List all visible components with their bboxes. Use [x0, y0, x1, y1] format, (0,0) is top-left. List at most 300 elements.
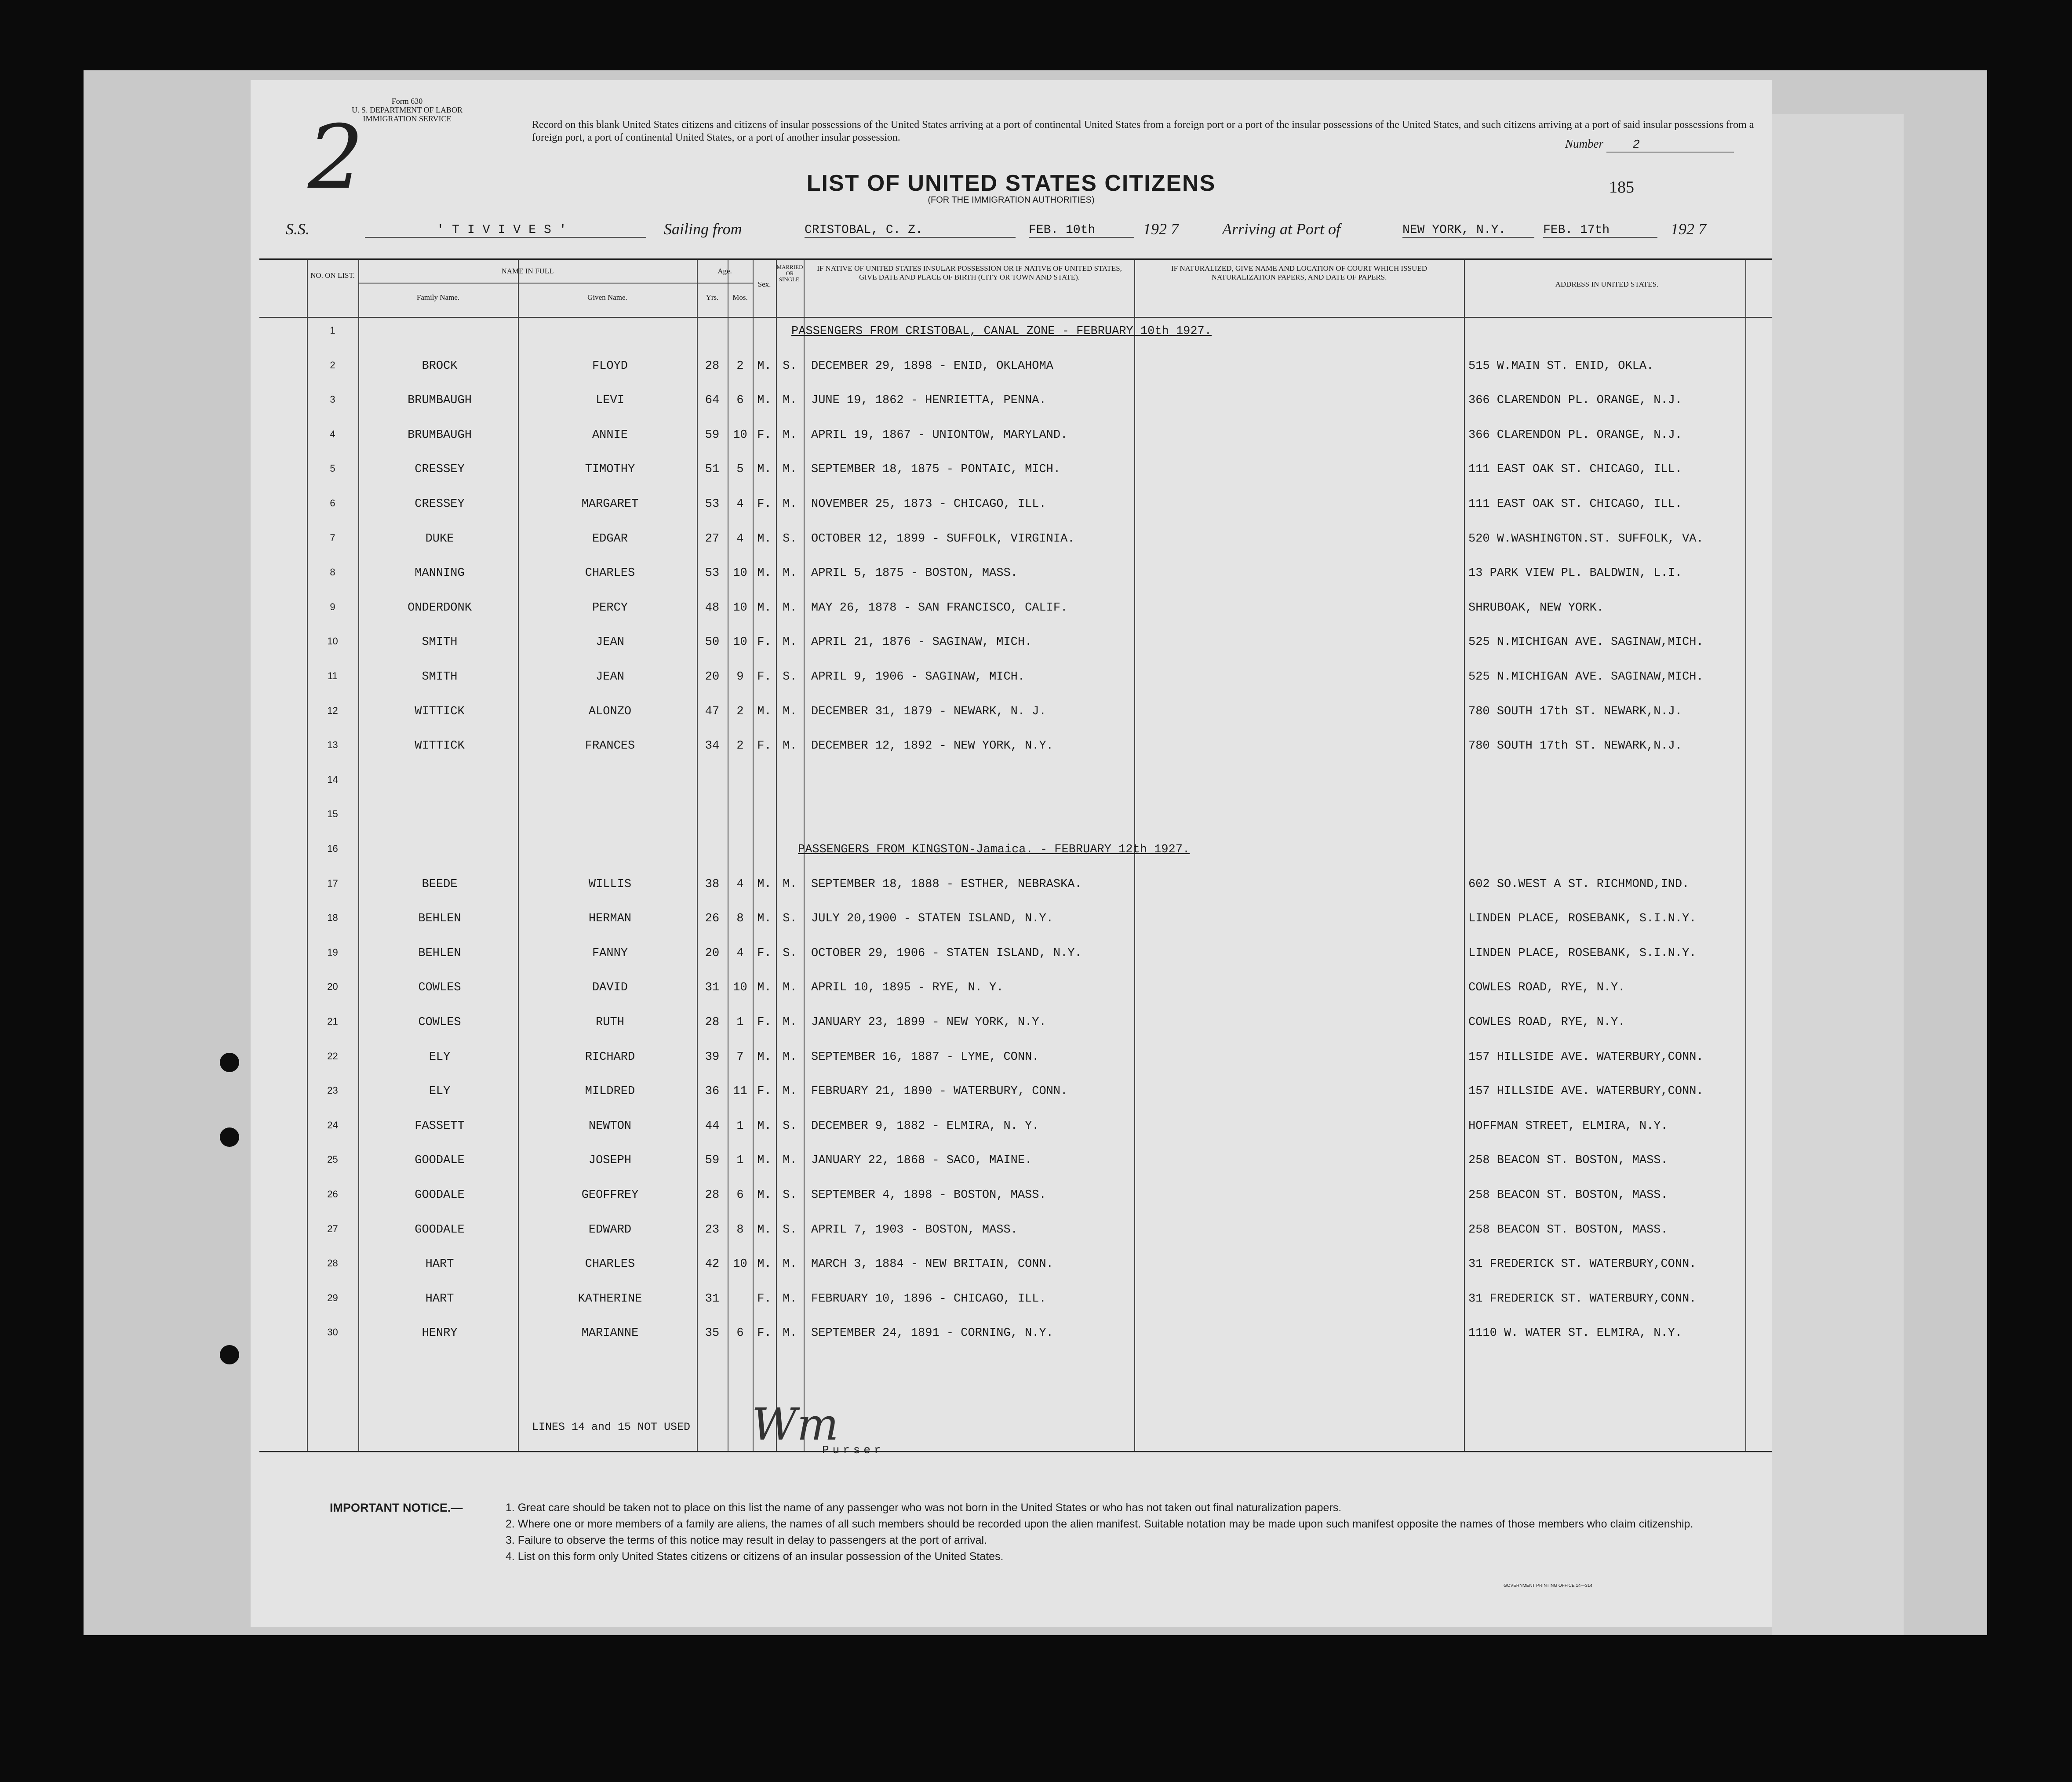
- marital-status: S.: [783, 1223, 797, 1236]
- sex: M.: [757, 1223, 772, 1236]
- us-address: 366 CLARENDON PL. ORANGE, N.J.: [1468, 428, 1682, 442]
- family-name: HART: [425, 1292, 454, 1306]
- birth-date-place: APRIL 7, 1903 - BOSTON, MASS.: [811, 1223, 1018, 1236]
- given-name: EDWARD: [588, 1223, 632, 1236]
- family-name: GOODALE: [415, 1154, 465, 1167]
- marital-status: M.: [783, 636, 797, 649]
- age-months: 2: [736, 359, 744, 373]
- birth-date-place: JANUARY 22, 1868 - SACO, MAINE.: [811, 1154, 1032, 1167]
- family-name: BEEDE: [422, 877, 458, 891]
- purser-label: Purser: [822, 1444, 885, 1457]
- family-name: BEHLEN: [418, 912, 461, 926]
- given-name: FLOYD: [592, 359, 628, 373]
- row-number: 12: [327, 705, 338, 716]
- given-name: KATHERINE: [578, 1292, 642, 1306]
- header-family-name: Family Name.: [416, 293, 460, 302]
- birth-date-place: SEPTEMBER 18, 1888 - ESTHER, NEBRASKA.: [811, 877, 1082, 891]
- us-address: SHRUBOAK, NEW YORK.: [1468, 601, 1604, 615]
- sex: M.: [757, 463, 772, 476]
- age-years: 59: [705, 428, 720, 442]
- birth-date-place: APRIL 10, 1895 - RYE, N. Y.: [811, 981, 1004, 995]
- arrival-port: NEW YORK, N.Y.: [1402, 223, 1534, 238]
- marital-status: S.: [783, 670, 797, 684]
- age-months: 4: [736, 946, 744, 960]
- us-address: 111 EAST OAK ST. CHICAGO, ILL.: [1468, 463, 1682, 476]
- birth-date-place: MAY 26, 1878 - SAN FRANCISCO, CALIF.: [811, 601, 1068, 615]
- row-number: 29: [327, 1292, 338, 1303]
- table-row: [259, 1146, 1772, 1179]
- punch-hole: [220, 1345, 239, 1364]
- age-months: 5: [736, 463, 744, 476]
- birth-date-place: APRIL 19, 1867 - UNIONTOW, MARYLAND.: [811, 428, 1068, 442]
- age-months: 10: [733, 981, 747, 995]
- age-months: 1: [736, 1154, 744, 1167]
- age-years: 48: [705, 601, 720, 615]
- age-months: 6: [736, 1189, 744, 1202]
- age-years: 28: [705, 359, 720, 373]
- arriving-label: Arriving at Port of: [1222, 220, 1340, 238]
- family-name: MANNING: [415, 567, 465, 580]
- age-months: 10: [733, 636, 747, 649]
- table-row: [259, 697, 1772, 731]
- marital-status: M.: [783, 463, 797, 476]
- birth-date-place: APRIL 9, 1906 - SAGINAW, MICH.: [811, 670, 1025, 684]
- row-number: 9: [330, 601, 335, 612]
- table-row: [259, 662, 1772, 696]
- sex: F.: [757, 498, 772, 511]
- list-number: [1565, 137, 1734, 153]
- departure-port: CRISTOBAL, C. Z.: [805, 223, 1016, 238]
- sex: M.: [757, 1189, 772, 1202]
- departure-year: 192 7: [1143, 220, 1179, 238]
- header-age: Age.: [717, 267, 732, 275]
- sex: M.: [757, 532, 772, 546]
- table-row: [259, 939, 1772, 972]
- given-name: TIMOTHY: [585, 463, 635, 476]
- row-number: 30: [327, 1327, 338, 1338]
- row-number: 28: [327, 1258, 338, 1269]
- table-row: [259, 386, 1772, 419]
- marital-status: M.: [783, 705, 797, 718]
- instructions-text: Record on this blank United States citizens and citizens of insular possessions of the United States arriving at a port of continental United States from a foreign port or a port of the insular possessions of the United States, and such citizens arriving at a port of said insular possessions from a foreign port, a port of continental United States, or a port of another insular possession.: [532, 119, 1754, 143]
- age-years: 31: [705, 981, 720, 995]
- table-row: [259, 593, 1772, 627]
- family-name: CRESSEY: [415, 498, 465, 511]
- row-number: 27: [327, 1223, 338, 1234]
- table-row: [259, 1284, 1772, 1318]
- marital-status: M.: [783, 498, 797, 511]
- age-years: 53: [705, 567, 720, 580]
- birth-date-place: DECEMBER 12, 1892 - NEW YORK, N.Y.: [811, 739, 1053, 753]
- given-name: JEAN: [596, 670, 624, 684]
- table-row: [259, 870, 1772, 903]
- sex: M.: [757, 877, 772, 891]
- family-name: WITTICK: [415, 705, 465, 718]
- given-name: WILLIS: [588, 877, 632, 891]
- us-address: HOFFMAN STREET, ELMIRA, N.Y.: [1468, 1119, 1668, 1133]
- table-row: [259, 1319, 1772, 1352]
- marital-status: M.: [783, 877, 797, 891]
- sex: F.: [757, 670, 772, 684]
- table-row: [259, 973, 1772, 1007]
- birth-date-place: NOVEMBER 25, 1873 - CHICAGO, ILL.: [811, 498, 1046, 511]
- number-label: Number: [1565, 137, 1603, 150]
- given-name: CHARLES: [585, 567, 635, 580]
- notice-item: 3. Failure to observe the terms of this notice may result in delay to passengers at the port of arrival.: [506, 1534, 987, 1546]
- table-row: [259, 421, 1772, 454]
- given-name: MARGARET: [581, 498, 639, 511]
- printer-mark: GOVERNMENT PRINTING OFFICE 14—314: [1504, 1583, 1593, 1588]
- age-months: 10: [733, 428, 747, 442]
- sex: M.: [757, 912, 772, 926]
- age-months: 7: [736, 1050, 744, 1064]
- birth-date-place: SEPTEMBER 4, 1898 - BOSTON, MASS.: [811, 1189, 1046, 1202]
- page-subtitle: (FOR THE IMMIGRATION AUTHORITIES): [928, 195, 1095, 205]
- age-years: 44: [705, 1119, 720, 1133]
- given-name: HERMAN: [588, 912, 632, 926]
- underlying-sheet: [1772, 114, 1904, 1635]
- departure-date: FEB. 10th: [1029, 223, 1134, 238]
- sex: M.: [757, 1258, 772, 1271]
- page-number: 185: [1609, 178, 1634, 196]
- given-name: MILDRED: [585, 1085, 635, 1098]
- page-title: LIST OF UNITED STATES CITIZENS: [806, 171, 1216, 196]
- punch-hole: [220, 1053, 239, 1072]
- marital-status: S.: [783, 1119, 797, 1133]
- age-years: 27: [705, 532, 720, 546]
- birth-date-place: JANUARY 23, 1899 - NEW YORK, N.Y.: [811, 1016, 1046, 1029]
- manifest-page: [251, 80, 1772, 1627]
- given-name: NEWTON: [588, 1119, 632, 1133]
- table-row: [259, 1112, 1772, 1145]
- arrival-date: FEB. 17th: [1543, 223, 1657, 238]
- us-address: 366 CLARENDON PL. ORANGE, N.J.: [1468, 394, 1682, 407]
- table-row: [259, 1043, 1772, 1076]
- marital-status: M.: [783, 1085, 797, 1098]
- sex: F.: [757, 428, 772, 442]
- birth-date-place: JULY 20,1900 - STATEN ISLAND, N.Y.: [811, 912, 1053, 926]
- birth-date-place: DECEMBER 29, 1898 - ENID, OKLAHOMA: [811, 359, 1053, 373]
- table-row: [259, 766, 1772, 800]
- given-name: RICHARD: [585, 1050, 635, 1064]
- ship-name: 'TIVIVES': [365, 223, 646, 238]
- age-months: 9: [736, 670, 744, 684]
- table-row: [259, 1008, 1772, 1041]
- us-address: LINDEN PLACE, ROSEBANK, S.I.N.Y.: [1468, 946, 1697, 960]
- age-years: 23: [705, 1223, 720, 1236]
- sex: F.: [757, 739, 772, 753]
- birth-date-place: SEPTEMBER 24, 1891 - CORNING, N.Y.: [811, 1327, 1053, 1340]
- row-number: 15: [327, 808, 338, 820]
- form-number: Form 630: [391, 97, 423, 105]
- sex: M.: [757, 359, 772, 373]
- age-months: 10: [733, 1258, 747, 1271]
- sailing-label: Sailing from: [664, 220, 742, 238]
- age-months: 2: [736, 739, 744, 753]
- row-number: 2: [330, 359, 335, 371]
- family-name: ELY: [429, 1085, 451, 1098]
- given-name: MARIANNE: [581, 1327, 639, 1340]
- us-address: 525 N.MICHIGAN AVE. SAGINAW,MICH.: [1468, 670, 1704, 684]
- sex: M.: [757, 394, 772, 407]
- notice-item: 2. Where one or more members of a family are aliens, the names of all such members should be recorded upon the alien manifest. Suitable notation may be made upon such manifest opposite the names of those members who claim citizenship.: [506, 1518, 1693, 1530]
- sex: F.: [757, 1016, 772, 1029]
- marital-status: S.: [783, 1189, 797, 1202]
- birth-date-place: DECEMBER 9, 1882 - ELMIRA, N. Y.: [811, 1119, 1039, 1133]
- row-number: 21: [327, 1016, 338, 1027]
- birth-date-place: OCTOBER 29, 1906 - STATEN ISLAND, N.Y.: [811, 946, 1082, 960]
- age-years: 28: [705, 1016, 720, 1029]
- marital-status: M.: [783, 1258, 797, 1271]
- table-row: [259, 524, 1772, 558]
- table-row: [259, 731, 1772, 765]
- age-years: 39: [705, 1050, 720, 1064]
- table-row: [259, 1181, 1772, 1214]
- age-years: 20: [705, 946, 720, 960]
- age-years: 28: [705, 1189, 720, 1202]
- age-years: 59: [705, 1154, 720, 1167]
- us-address: 157 HILLSIDE AVE. WATERBURY,CONN.: [1468, 1050, 1704, 1064]
- marital-status: M.: [783, 1327, 797, 1340]
- given-name: ANNIE: [592, 428, 628, 442]
- row-number: 23: [327, 1085, 338, 1096]
- given-name: DAVID: [592, 981, 628, 995]
- family-name: BROCK: [422, 359, 458, 373]
- age-months: 6: [736, 1327, 744, 1340]
- section-heading: PASSENGERS FROM KINGSTON-Jamaica. - FEBRUARY 12th 1927.: [798, 843, 1190, 856]
- marital-status: M.: [783, 428, 797, 442]
- us-address: 111 EAST OAK ST. CHICAGO, ILL.: [1468, 498, 1682, 511]
- header-address: ADDRESS IN UNITED STATES.: [1555, 280, 1659, 288]
- marital-status: S.: [783, 912, 797, 926]
- sex: M.: [757, 1119, 772, 1133]
- given-name: FANNY: [592, 946, 628, 960]
- table-row: [259, 352, 1772, 385]
- sex: M.: [757, 705, 772, 718]
- age-years: 50: [705, 636, 720, 649]
- age-years: 64: [705, 394, 720, 407]
- row-number: 13: [327, 739, 338, 751]
- birth-date-place: SEPTEMBER 18, 1875 - PONTAIC, MICH.: [811, 463, 1061, 476]
- family-name: FASSETT: [415, 1119, 465, 1133]
- birth-date-place: APRIL 5, 1875 - BOSTON, MASS.: [811, 567, 1018, 580]
- row-number: 20: [327, 981, 338, 993]
- marital-status: M.: [783, 981, 797, 995]
- table-row: [259, 904, 1772, 938]
- given-name: JOSEPH: [588, 1154, 632, 1167]
- header-birth: IF NATIVE OF UNITED STATES INSULAR POSSESSION OR IF NATIVE OF UNITED STATES, GIVE DATE AND PLACE OF BIRTH (CITY OR TOWN AND STATE).: [817, 264, 1122, 281]
- age-years: 20: [705, 670, 720, 684]
- given-name: JEAN: [596, 636, 624, 649]
- marital-status: S.: [783, 532, 797, 546]
- birth-date-place: SEPTEMBER 16, 1887 - LYME, CONN.: [811, 1050, 1039, 1064]
- row-number: 18: [327, 912, 338, 924]
- family-name: GOODALE: [415, 1189, 465, 1202]
- given-name: FRANCES: [585, 739, 635, 753]
- birth-date-place: APRIL 21, 1876 - SAGINAW, MICH.: [811, 636, 1032, 649]
- department-name: U. S. DEPARTMENT OF LABOR: [352, 105, 462, 114]
- header-naturalization: IF NATURALIZED, GIVE NAME AND LOCATION OF COURT WHICH ISSUED NATURALIZATION PAPERS, AND DATE OF PAPERS.: [1171, 264, 1427, 281]
- age-months: 4: [736, 877, 744, 891]
- sex: M.: [757, 1050, 772, 1064]
- row-number: 14: [327, 774, 338, 785]
- sex: F.: [757, 946, 772, 960]
- family-name: DUKE: [425, 532, 454, 546]
- us-address: 780 SOUTH 17th ST. NEWARK,N.J.: [1468, 705, 1682, 718]
- given-name: LEVI: [596, 394, 624, 407]
- given-name: EDGAR: [592, 532, 628, 546]
- header-given-name: Given Name.: [587, 293, 627, 302]
- row-number: 17: [327, 877, 338, 889]
- handwritten-mark: 2: [308, 106, 364, 209]
- age-years: 47: [705, 705, 720, 718]
- form-identifier: [352, 97, 462, 123]
- row-number: 26: [327, 1189, 338, 1200]
- row-number: 11: [328, 670, 338, 681]
- row-number: 25: [327, 1154, 338, 1165]
- sex: M.: [757, 567, 772, 580]
- row-number: 6: [330, 498, 335, 509]
- marital-status: S.: [783, 359, 797, 373]
- header-name-in-full: NAME IN FULL: [501, 267, 554, 275]
- marital-status: M.: [783, 1154, 797, 1167]
- section-row: [259, 835, 1772, 869]
- passenger-table: [259, 258, 1772, 1452]
- table-row: [259, 559, 1772, 592]
- age-years: 35: [705, 1327, 720, 1340]
- age-months: 8: [736, 912, 744, 926]
- age-months: 11: [733, 1085, 747, 1098]
- birth-date-place: DECEMBER 31, 1879 - NEWARK, N. J.: [811, 705, 1046, 718]
- us-address: 520 W.WASHINGTON.ST. SUFFOLK, VA.: [1468, 532, 1704, 546]
- given-name: PERCY: [592, 601, 628, 615]
- given-name: ALONZO: [588, 705, 632, 718]
- marital-status: S.: [783, 946, 797, 960]
- marital-status: M.: [783, 1016, 797, 1029]
- us-address: 157 HILLSIDE AVE. WATERBURY,CONN.: [1468, 1085, 1704, 1098]
- notice-item: 4. List on this form only United States citizens or citizens of an insular possession of the United States.: [506, 1550, 1004, 1563]
- birth-date-place: MARCH 3, 1884 - NEW BRITAIN, CONN.: [811, 1258, 1053, 1271]
- given-name: RUTH: [596, 1016, 624, 1029]
- header-married-single: MARRIED OR SINGLE.: [776, 264, 803, 283]
- age-months: 8: [736, 1223, 744, 1236]
- sex: F.: [757, 1327, 772, 1340]
- sex: F.: [757, 1085, 772, 1098]
- section-row: [259, 317, 1772, 350]
- us-address: 31 FREDERICK ST. WATERBURY,CONN.: [1468, 1292, 1697, 1306]
- family-name: GOODALE: [415, 1223, 465, 1236]
- age-months: 10: [733, 567, 747, 580]
- us-address: 258 BEACON ST. BOSTON, MASS.: [1468, 1223, 1668, 1236]
- family-name: SMITH: [422, 636, 458, 649]
- header-yrs: Yrs.: [706, 293, 719, 302]
- family-name: HART: [425, 1258, 454, 1271]
- us-address: LINDEN PLACE, ROSEBANK, S.I.N.Y.: [1468, 912, 1697, 926]
- header-sex: Sex.: [757, 280, 771, 288]
- marital-status: M.: [783, 739, 797, 753]
- row-number: 3: [330, 394, 335, 405]
- age-years: 42: [705, 1258, 720, 1271]
- sex: M.: [757, 1154, 772, 1167]
- row-number: 7: [330, 532, 335, 543]
- row-number: 24: [327, 1119, 338, 1131]
- ss-label: S.S.: [286, 220, 310, 238]
- arrival-year: 192 7: [1671, 220, 1706, 238]
- us-address: 258 BEACON ST. BOSTON, MASS.: [1468, 1154, 1668, 1167]
- age-years: 26: [705, 912, 720, 926]
- birth-date-place: OCTOBER 12, 1899 - SUFFOLK, VIRGINIA.: [811, 532, 1075, 546]
- age-months: 4: [736, 498, 744, 511]
- header-mos: Mos.: [732, 293, 748, 302]
- marital-status: M.: [783, 1050, 797, 1064]
- section-heading: PASSENGERS FROM CRISTOBAL, CANAL ZONE - FEBRUARY 10th 1927.: [791, 325, 1212, 338]
- family-name: COWLES: [418, 981, 461, 995]
- notice-lead: IMPORTANT NOTICE.—: [330, 1501, 463, 1514]
- family-name: ELY: [429, 1050, 451, 1064]
- age-years: 34: [705, 739, 720, 753]
- table-row: [259, 1215, 1772, 1249]
- sex: M.: [757, 601, 772, 615]
- row-number: 8: [330, 567, 335, 578]
- family-name: ONDERDONK: [408, 601, 472, 615]
- age-years: 36: [705, 1085, 720, 1098]
- us-address: 1110 W. WATER ST. ELMIRA, N.Y.: [1468, 1327, 1682, 1340]
- given-name: CHARLES: [585, 1258, 635, 1271]
- row-number: 16: [327, 843, 338, 854]
- age-months: 4: [736, 532, 744, 546]
- service-name: IMMIGRATION SERVICE: [363, 114, 452, 123]
- voyage-line: [286, 220, 1750, 241]
- us-address: 258 BEACON ST. BOSTON, MASS.: [1468, 1189, 1668, 1202]
- us-address: 13 PARK VIEW PL. BALDWIN, L.I.: [1468, 567, 1682, 580]
- row-number: 4: [330, 428, 335, 440]
- given-name: GEOFFREY: [581, 1189, 639, 1202]
- us-address: 515 W.MAIN ST. ENID, OKLA.: [1468, 359, 1654, 373]
- age-years: 38: [705, 877, 720, 891]
- us-address: 602 SO.WEST A ST. RICHMOND,IND.: [1468, 877, 1690, 891]
- family-name: CRESSEY: [415, 463, 465, 476]
- row-number: 22: [327, 1050, 338, 1062]
- row-number: 19: [327, 946, 338, 958]
- table-row: [259, 628, 1772, 661]
- family-name: BEHLEN: [418, 946, 461, 960]
- sex: F.: [757, 636, 772, 649]
- lines-not-used-note: LINES 14 and 15 NOT USED: [532, 1421, 691, 1433]
- us-address: 525 N.MICHIGAN AVE. SAGINAW,MICH.: [1468, 636, 1704, 649]
- us-address: COWLES ROAD, RYE, N.Y.: [1468, 981, 1625, 995]
- age-years: 53: [705, 498, 720, 511]
- age-months: 2: [736, 705, 744, 718]
- age-years: 51: [705, 463, 720, 476]
- row-number: 10: [327, 636, 338, 647]
- row-number: 5: [330, 463, 335, 474]
- family-name: SMITH: [422, 670, 458, 684]
- sex: M.: [757, 981, 772, 995]
- sex: F.: [757, 1292, 772, 1306]
- us-address: COWLES ROAD, RYE, N.Y.: [1468, 1016, 1625, 1029]
- age-years: 31: [705, 1292, 720, 1306]
- birth-date-place: FEBRUARY 10, 1896 - CHICAGO, ILL.: [811, 1292, 1046, 1306]
- header-no-on-list: NO. ON LIST.: [310, 271, 355, 280]
- family-name: HENRY: [422, 1327, 458, 1340]
- us-address: 780 SOUTH 17th ST. NEWARK,N.J.: [1468, 739, 1682, 753]
- marital-status: M.: [783, 567, 797, 580]
- age-months: 6: [736, 394, 744, 407]
- row-number: 1: [330, 325, 335, 336]
- table-row: [259, 490, 1772, 523]
- marital-status: M.: [783, 1292, 797, 1306]
- age-months: 1: [736, 1119, 744, 1133]
